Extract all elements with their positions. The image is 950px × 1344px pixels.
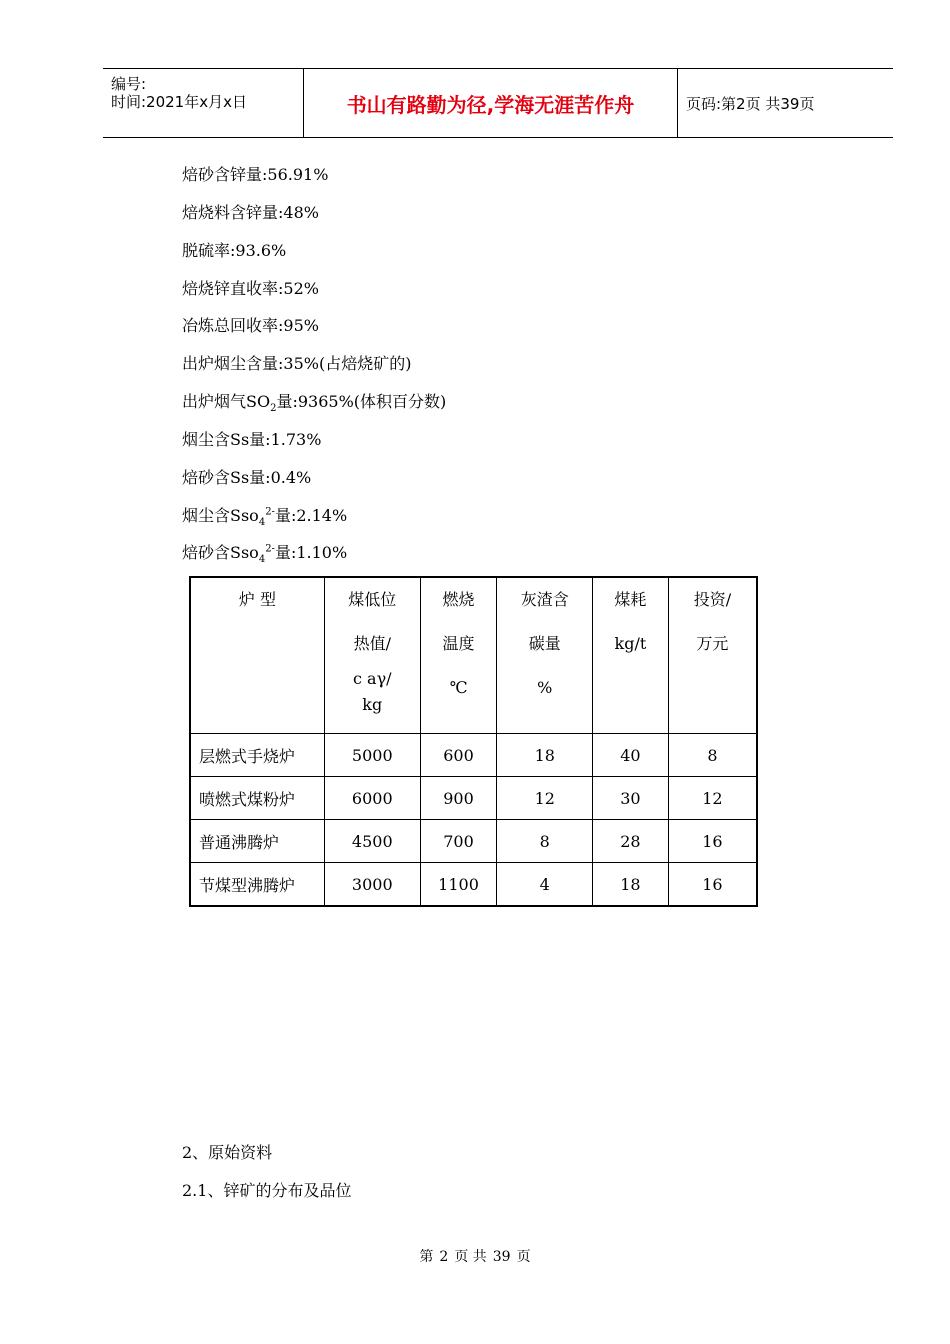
footer-page-number: 2: [439, 1249, 449, 1265]
line-dust-content: 出炉烟尘含量:35%(占焙烧矿的): [182, 354, 412, 373]
cell-combustion-temp: 1100: [420, 863, 497, 907]
calcine-sso4-text-b: 量:1.10%: [274, 543, 348, 562]
so2-subscript: 2: [270, 403, 277, 415]
cell-furnace-type: 普通沸腾炉: [190, 820, 324, 863]
footer-suffix: 页: [516, 1249, 531, 1265]
table-header-row: [190, 577, 757, 734]
header-calorific-value: 煤低位 热值/ c aγ/ kg: [324, 577, 420, 734]
dust-sso4-sup: 2-: [265, 506, 275, 518]
footer-total-pages: 39: [492, 1249, 511, 1265]
number-label: 编号:: [111, 75, 147, 93]
cell-calorific-value: 3000: [324, 863, 420, 907]
cell-calorific-value: 5000: [324, 734, 420, 777]
so2-text-b: 量:9365%(体积百分数): [276, 392, 447, 411]
calcine-sso4-sup: 2-: [265, 543, 275, 555]
cell-furnace-type: 节煤型沸腾炉: [190, 863, 324, 907]
header-motto: 书山有路勤为径,学海无涯苦作舟: [304, 69, 678, 137]
page-footer: [0, 1246, 950, 1266]
cell-calorific-value: 4500: [324, 820, 420, 863]
calcine-sso4-text-a: 焙砂含Sso: [182, 543, 259, 562]
line-so2-content: [182, 389, 446, 414]
furnace-comparison-table: [189, 576, 758, 907]
table-row: [190, 777, 757, 820]
footer-prefix: 第: [419, 1249, 434, 1265]
header-meta: [103, 69, 304, 137]
calcine-sso4-sub: 4: [258, 554, 266, 566]
cell-combustion-temp: 600: [420, 734, 497, 777]
cell-ash-carbon: 18: [497, 734, 593, 777]
header-ash-carbon: 灰渣含 碳量 %: [497, 577, 593, 734]
cell-investment: 8: [668, 734, 757, 777]
cell-coal-consumption: 40: [593, 734, 669, 777]
line-dust-ss: 烟尘含Ss量:1.73%: [182, 430, 322, 449]
cell-coal-consumption: 18: [593, 863, 669, 907]
cell-calorific-value: 6000: [324, 777, 420, 820]
cell-furnace-type: 层燃式手烧炉: [190, 734, 324, 777]
table-row: [190, 820, 757, 863]
cell-ash-carbon: 12: [497, 777, 593, 820]
header-investment: 投资/ 万元: [668, 577, 757, 734]
line-calcine-sso4: [182, 540, 347, 565]
line-calcine-zinc: 焙砂含锌量:56.91%: [182, 165, 329, 184]
header-furnace-type: 炉 型: [190, 577, 324, 734]
line-roast-material-zinc: 焙烧料含锌量:48%: [182, 203, 319, 222]
header-coal-consumption: 煤耗 kg/t: [593, 577, 669, 734]
header-page-info: 页码:第2页 共39页: [686, 94, 815, 113]
cell-furnace-type: 喷燃式煤粉炉: [190, 777, 324, 820]
footer-mid: 页 共: [454, 1249, 487, 1265]
header-combustion-temp: 燃烧 温度 ℃: [420, 577, 497, 734]
table-row: [190, 734, 757, 777]
line-calcine-ss: 焙砂含Ss量:0.4%: [182, 468, 312, 487]
line-desulfurization-rate: 脱硫率:93.6%: [182, 241, 287, 260]
dust-sso4-sub: 4: [258, 517, 266, 529]
dust-sso4-text-b: 量:2.14%: [274, 506, 348, 525]
cell-coal-consumption: 28: [593, 820, 669, 863]
cell-coal-consumption: 30: [593, 777, 669, 820]
cell-investment: 16: [668, 820, 757, 863]
cell-investment: 12: [668, 777, 757, 820]
time-label: 时间:2021年x月x日: [111, 93, 247, 111]
line-total-recovery: 冶炼总回收率:95%: [182, 316, 319, 335]
cell-combustion-temp: 900: [420, 777, 497, 820]
line-dust-sso4: [182, 503, 347, 528]
cell-investment: 16: [668, 863, 757, 907]
section-heading-raw-data: 2、原始资料: [182, 1143, 273, 1162]
cell-combustion-temp: 700: [420, 820, 497, 863]
table-row: [190, 863, 757, 907]
dust-sso4-text-a: 烟尘含Sso: [182, 506, 259, 525]
section-heading-zinc-distribution: 2.1、锌矿的分布及品位: [182, 1181, 352, 1200]
cell-ash-carbon: 8: [497, 820, 593, 863]
cell-ash-carbon: 4: [497, 863, 593, 907]
page-header: [103, 68, 893, 138]
so2-text-a: 出炉烟气SO: [182, 392, 271, 411]
line-zinc-direct-recovery: 焙烧锌直收率:52%: [182, 279, 319, 298]
